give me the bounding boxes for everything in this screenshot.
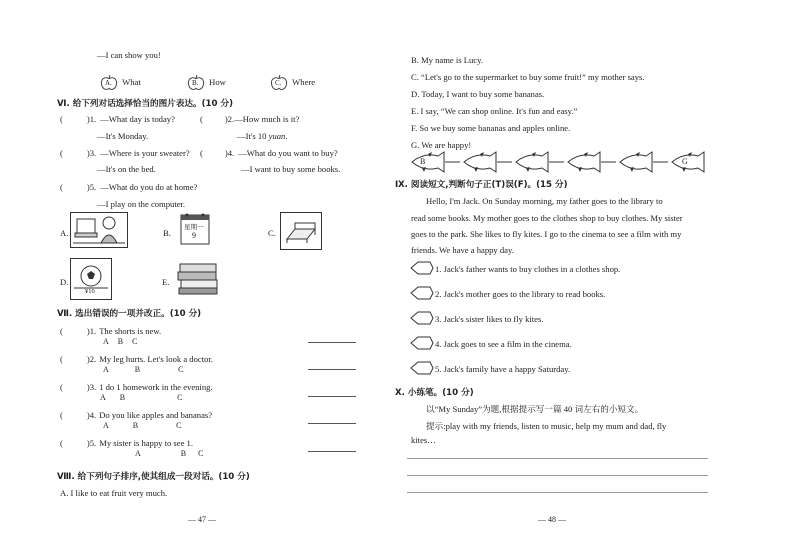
sentence-c: C. “Let's go to the supermarket to buy some fruit!” my mother says. [411,72,645,82]
fish-icon [516,152,548,172]
bed-icon [281,213,321,249]
sec7-item-5: ( )5. My sister is happy to see 1. [60,438,193,448]
answer-line[interactable] [308,451,356,452]
sec7-item-5-abc: A B C [135,449,204,458]
fish-icon [412,152,444,172]
sec7-item-4: ( )4. Do you like apples and bananas? [60,410,213,420]
option-b: B. How [187,75,226,91]
fish-icon [620,152,652,172]
sec8-sentence-a: A. I like to eat fruit very much. [60,488,168,498]
writing-line[interactable] [407,475,708,476]
computer-icon [71,213,127,247]
sec7-item-4-abc: A B C [103,421,182,430]
passage-line-2: read some books. My mother goes to the clothes shop to buy clothes. My sister [411,213,683,223]
pic-label-b: B. [163,228,171,238]
passage-line-4: friends. We have a happy day. [411,245,514,255]
answer-line[interactable] [308,369,356,370]
sentence-g: G. We are happy! [411,140,472,150]
writing-prompt: 以“My Sunday”为题,根据提示写一篇 40 词左右的小短文。 [426,404,644,414]
writing-hint-1: 提示:play with my friends, listen to music, help my mum and dad, fly [426,421,667,431]
option-a: A. What [100,75,141,91]
page-number-left: — 47 — [188,515,216,524]
answer-line[interactable] [308,423,356,424]
answer-diamond[interactable] [410,336,434,350]
fish-icon [568,152,600,172]
pic-label-a: A. [60,228,69,238]
sec6-item-5: ( )5. —What do you do at home? [60,182,198,192]
section-8-title: Ⅷ. 给下列句子排序,使其组成一段对话。(10 分) [57,472,250,482]
pic-label-c: C. [268,228,276,238]
bed-picture [280,212,322,250]
sec7-item-3-abc: A B C [100,393,183,402]
intro-answer: —I can show you! [97,50,161,60]
writing-line[interactable] [407,458,708,459]
sec6-item-1: ( )1. —What day is today? [60,114,175,124]
option-c: C. Where [270,75,315,91]
section-10-title: Ⅹ. 小练笔。(10 分) [395,388,474,398]
writing-hint-2: kites… [411,435,436,445]
page-number-right: — 48 — [538,515,566,524]
answer-diamond[interactable] [410,286,434,300]
sentence-f: F. So we buy some bananas and apples online. [411,123,571,133]
fish-1-label: B [420,157,426,166]
sec7-item-2: ( )2. My leg hurts. Let's look a doctor. [60,354,213,364]
sec7-item-1: ( )1. The shorts is new. [60,326,162,336]
statement-5: 5. Jack's family have a happy Saturday. [435,364,571,374]
answer-diamond[interactable] [410,261,434,275]
passage-line-3: goes to the park. She likes to fly kites. I go to the cinema to see a film with my [411,229,682,239]
statement-3: 3. Jack's sister likes to fly kites. [435,314,544,324]
right-page [395,0,800,560]
section-7-title: Ⅶ. 选出错误的一项并改正。(10 分) [57,309,202,319]
answer-diamond[interactable] [410,311,434,325]
calendar-picture: 星期一 9 [178,212,212,246]
sentence-e: E. I say, “We can shop online. It's fun and easy.” [411,106,578,116]
statement-2: 2. Jack's mother goes to the library to read books. [435,289,606,299]
sec7-item-3: ( )3. 1 do 1 homework in the evening. [60,382,213,392]
sentence-d: D. Today, I want to buy some bananas. [411,89,545,99]
statement-1: 1. Jack's father wants to buy clothes in a clothes shop. [435,264,621,274]
passage-line-1: Hello, I'm Jack. On Sunday morning, my father goes to the library to [426,196,663,206]
sec6-item-3: ( )3. —Where is your sweater? [60,148,190,158]
sec6-item-2-answer: —It's 10 yuan. [237,131,288,141]
fish-icon [464,152,496,172]
books-picture [176,260,220,296]
sec6-item-5-answer: —I play on the computer. [97,199,186,209]
sec6-item-4-answer: —I want to buy some books. [241,164,341,174]
ball-picture: ¥10 [70,258,112,300]
fish-6-label: G [682,157,688,166]
sec6-item-3-answer: —It's on the bed. [97,164,156,174]
answer-diamond[interactable] [410,361,434,375]
sentence-b: B. My name is Lucy. [411,55,484,65]
sec6-item-1-answer: —It's Monday. [97,131,149,141]
section-9-title: Ⅸ. 阅读短文,判断句子正(T)误(F)。(15 分) [395,180,568,190]
sec7-item-1-abc: ABC [103,337,147,346]
writing-line[interactable] [407,492,708,493]
statement-4: 4. Jack goes to see a film in the cinema. [435,339,572,349]
sec6-item-4: ( )4. —What do you want to buy? [200,148,338,158]
answer-line[interactable] [308,342,356,343]
sec6-item-2: ( )2.—How much is it? [200,114,300,124]
pic-label-d: D. [60,277,69,287]
fish-chain [408,150,708,174]
books-icon [176,260,220,296]
pic-label-e: E. [162,277,170,287]
section-6-title: Ⅵ. 给下列对话选择恰当的图片表达。(10 分) [57,99,234,109]
fish-icon [672,152,704,172]
computer-boy-picture [70,212,128,248]
sec7-item-2-abc: A B C [103,365,184,374]
answer-line[interactable] [308,396,356,397]
